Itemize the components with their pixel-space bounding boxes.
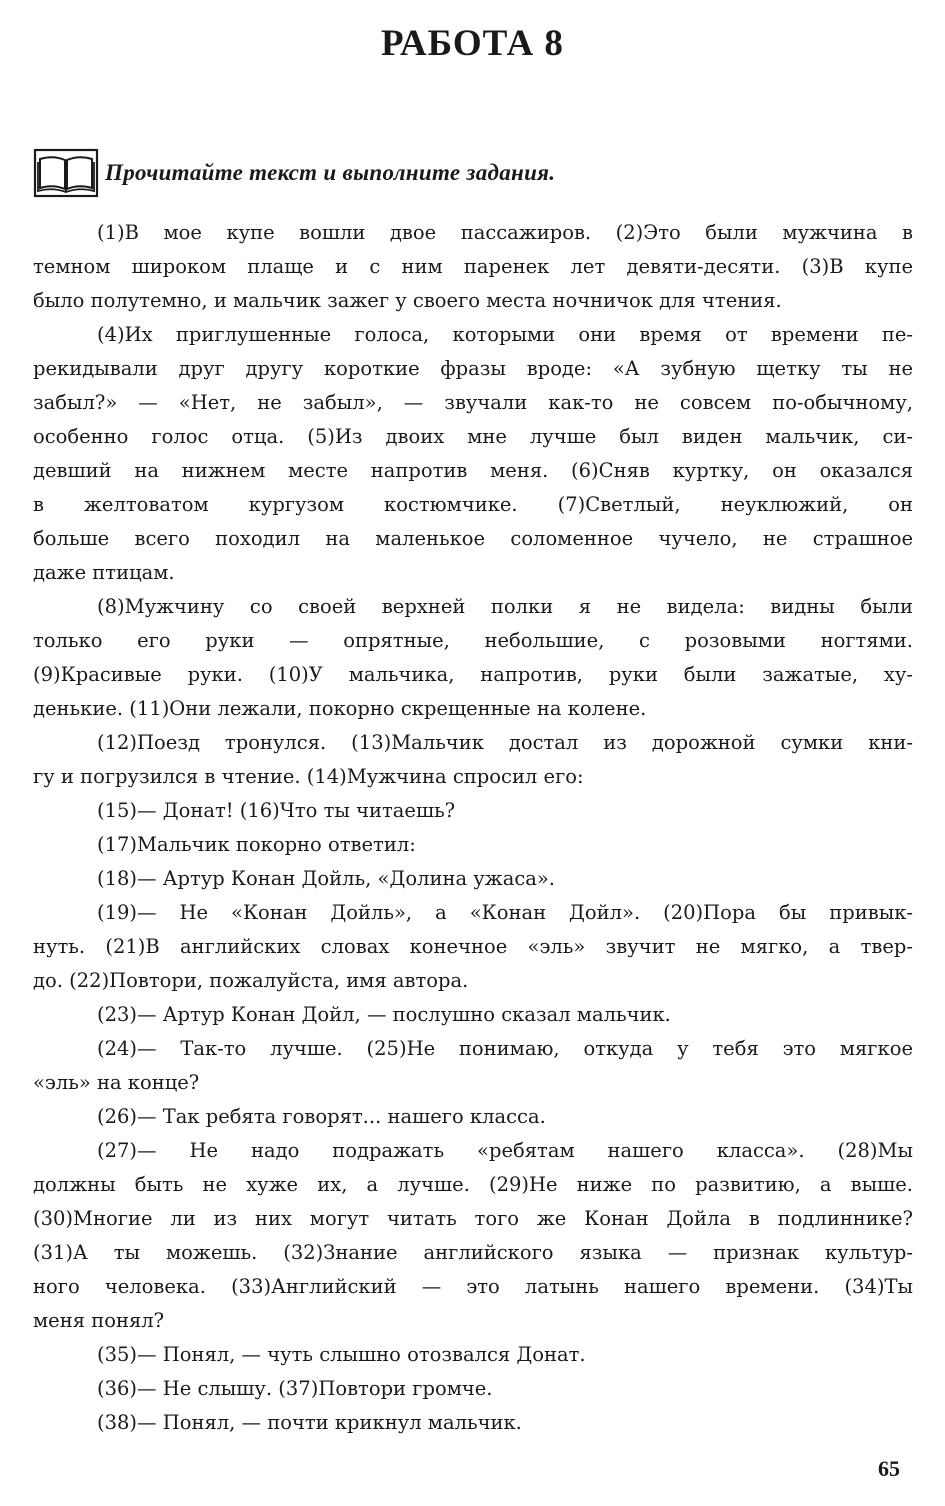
- text-line: должны быть не хуже их, а лучше. (29)Не ниже по развитию, а выше.: [33, 1173, 913, 1196]
- text-paragraph: [33, 1032, 913, 1100]
- text-line: (35)— Понял, — чуть слышно отозвался Донат.: [97, 1343, 586, 1366]
- text-paragraph: [33, 998, 913, 1032]
- text-line: (9)Красивые руки. (10)У мальчика, напротив, руки были зажатые, ху-: [33, 663, 913, 686]
- text-line: девший на нижнем месте напротив меня. (6)Сняв куртку, он оказался: [33, 459, 913, 482]
- text-paragraph: [33, 1338, 913, 1372]
- text-line: только его руки — опрятные, небольшие, с розовыми ногтями.: [33, 629, 913, 652]
- instruction: [33, 148, 555, 198]
- text-line: (36)— Не слышу. (37)Повтори громче.: [97, 1377, 493, 1400]
- text-paragraph: [33, 1406, 913, 1440]
- text-line: (17)Мальчик покорно ответил:: [97, 833, 416, 856]
- text-paragraph: [33, 590, 913, 726]
- text-line: (24)— Так-то лучше. (25)Не понимаю, откуда у тебя это мягкое: [97, 1037, 913, 1060]
- text-line: до. (22)Повтори, пожалуйста, имя автора.: [33, 969, 469, 992]
- text-line: (15)— Донат! (16)Что ты читаешь?: [97, 799, 456, 822]
- text-line: забыл?» — «Нет, не забыл», — звучали как-то не совсем по-обычному,: [33, 391, 913, 414]
- text-line: (31)А ты можешь. (32)Знание английского языка — признак культур-: [33, 1241, 913, 1264]
- text-line: рекидывали друг другу короткие фразы вроде: «А зубную щетку ты не: [33, 357, 913, 380]
- text-line: в желтоватом кургузом костюмчике. (7)Светлый, неуклюжий, он: [33, 493, 913, 516]
- text-line: ного человека. (33)Английский — это латынь нашего времени. (34)Ты: [33, 1275, 913, 1298]
- text-line: нуть. (21)В английских словах конечное «эль» звучит не мягко, а твер-: [33, 935, 913, 958]
- text-paragraph: [33, 828, 913, 862]
- text-line: (18)— Артур Конан Дойль, «Долина ужаса».: [97, 867, 556, 890]
- text-line: (1)В мое купе вошли двое пассажиров. (2)Это были мужчина в: [97, 221, 913, 244]
- text-line: (8)Мужчину со своей верхней полки я не видела: видны были: [97, 595, 913, 618]
- text-line: денькие. (11)Они лежали, покорно скрещенные на колене.: [33, 697, 647, 720]
- text-line: темном широком плаще и с ним паренек лет девяти-десяти. (3)В купе: [33, 255, 913, 278]
- text-line: «эль» на конце?: [33, 1071, 200, 1094]
- text-line: даже птицам.: [33, 561, 175, 584]
- text-line: особенно голос отца. (5)Из двоих мне лучше был виден мальчик, си-: [33, 425, 913, 448]
- text-paragraph: [33, 794, 913, 828]
- text-paragraph: [33, 1372, 913, 1406]
- text-paragraph: [33, 726, 913, 794]
- page-number: 65: [878, 1456, 900, 1481]
- reading-text: [33, 216, 913, 1440]
- text-line: (4)Их приглушенные голоса, которыми они время от времени пе-: [97, 323, 913, 346]
- text-line: (38)— Понял, — почти крикнул мальчик.: [97, 1411, 522, 1434]
- text-line: (26)— Так ребята говорят... нашего класса.: [97, 1105, 546, 1128]
- text-line: (12)Поезд тронулся. (13)Мальчик достал из дорожной сумки кни-: [97, 731, 913, 754]
- page-title: РАБОТА 8: [381, 23, 564, 64]
- text-line: (27)— Не надо подражать «ребятам нашего класса». (28)Мы: [97, 1139, 913, 1162]
- text-line: больше всего походил на маленькое соломенное чучело, не страшное: [33, 527, 913, 550]
- text-paragraph: [33, 216, 913, 318]
- text-line: (23)— Артур Конан Дойл, — послушно сказал мальчик.: [97, 1003, 671, 1026]
- text-line: (19)— Не «Конан Дойль», а «Конан Дойл». (20)Пора бы привык-: [97, 901, 913, 924]
- text-paragraph: [33, 1100, 913, 1134]
- book-icon: [33, 148, 99, 198]
- text-line: меня понял?: [33, 1309, 165, 1332]
- text-line: было полутемно, и мальчик зажег у своего места ночничок для чтения.: [33, 289, 782, 312]
- instruction-text: Прочитайте текст и выполните задания.: [105, 160, 556, 185]
- text-paragraph: [33, 318, 913, 590]
- text-paragraph: [33, 896, 913, 998]
- text-line: (30)Многие ли из них могут читать того же Конан Дойла в подлиннике?: [33, 1207, 913, 1230]
- text-line: гу и погрузился в чтение. (14)Мужчина спросил его:: [33, 765, 584, 788]
- text-paragraph: [33, 1134, 913, 1338]
- text-paragraph: [33, 862, 913, 896]
